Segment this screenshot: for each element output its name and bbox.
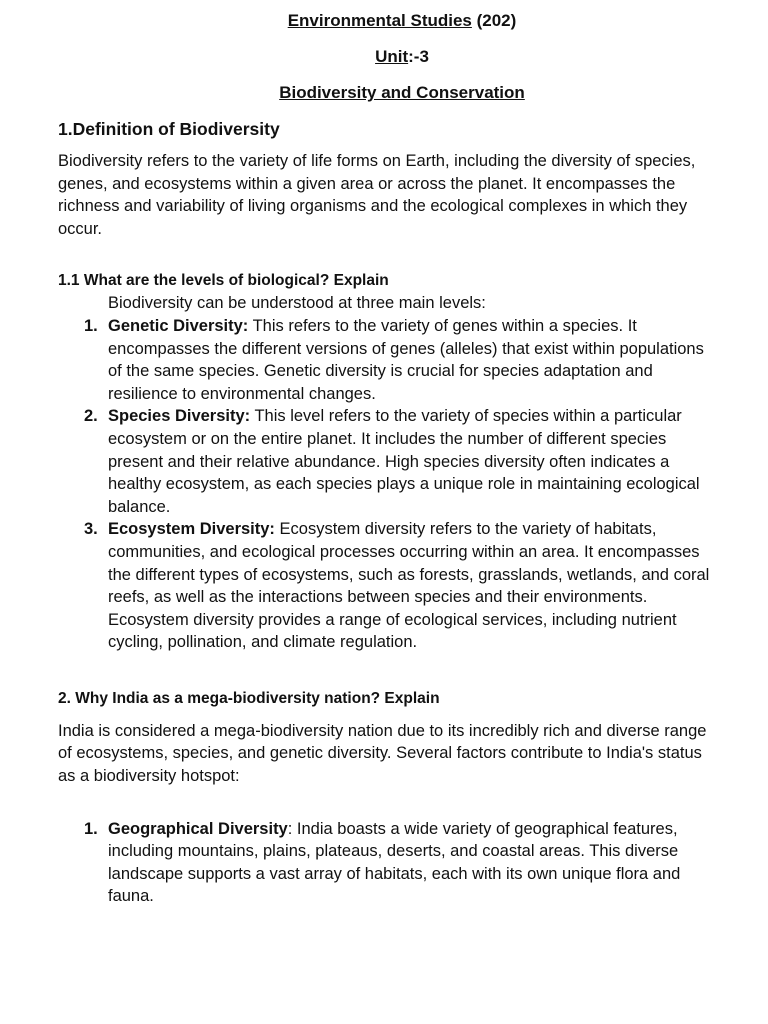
section-1-1-intro: Biodiversity can be understood at three main levels: [108, 294, 486, 313]
list-text: : India boasts a wide variety of geographical features, including mountains, plains, plateaus, deserts, and coastal areas. This diverse landscape supports a vast array of habitats, each with its own unique flora and fauna. [108, 819, 681, 906]
list-item-genetic-diversity [58, 315, 716, 405]
list-text: Ecosystem diversity refers to the variety of habitats, communities, and ecological processes occurring within an area. It encompasses the different types of ecosystems, such as forests, grasslands, wetlands, and coral reefs, as well as the interactions between species and their environments. Ecosystem diversity provides a range of ecological services, including nutrient cycling, pollination, and climate regulation. [108, 520, 710, 652]
levels-list [58, 315, 716, 654]
course-title [58, 10, 716, 32]
list-term: Species Diversity: [108, 407, 251, 426]
list-number: 1. [84, 316, 98, 335]
topic-text: Biodiversity and Conservation [279, 83, 525, 102]
list-item-ecosystem-diversity [58, 518, 716, 654]
unit-label: Unit [375, 47, 409, 66]
course-name: Environmental Studies [287, 11, 472, 30]
list-number: 3. [84, 520, 98, 539]
list-text: This refers to the variety of genes within a species. It encompasses the different versions of genes (alleles) that exist within populations of the same species. Genetic diversity is crucial for species adaptation and resilience to environmental changes. [108, 316, 704, 403]
list-term: Geographical Diversity [108, 819, 288, 838]
list-item-species-diversity [58, 405, 716, 518]
list-item-geographical-diversity [58, 818, 716, 908]
section-2-paragraph: India is considered a mega-biodiversity nation due to its incredibly rich and diverse range of ecosystems, species, and genetic diversity. Several factors contribute to India's status as a biodiversity hotspot: [58, 721, 707, 786]
topic-title [58, 82, 716, 104]
list-number: 2. [84, 407, 98, 426]
list-text: This level refers to the variety of species within a particular ecosystem or on the entire planet. It includes the number of different species present and their relative abundance. High species diversity often indicates a healthy ecosystem, as each species plays a unique role in maintaining ecological balance. [108, 407, 700, 516]
factors-list [58, 818, 716, 908]
section-1-heading: 1.Definition of Biodiversity [58, 119, 280, 139]
course-code: (202) [471, 11, 517, 30]
list-number: 1. [84, 819, 98, 838]
list-term: Ecosystem Diversity: [108, 520, 275, 539]
unit-value: :-3 [408, 47, 429, 66]
section-2-heading: 2. Why India as a mega-biodiversity nation? Explain [58, 689, 440, 707]
section-1-1-heading: 1.1 What are the levels of biological? Explain [58, 272, 389, 290]
section-1-paragraph: Biodiversity refers to the variety of life forms on Earth, including the diversity of species, genes, and ecosystems within a given area or across the planet. It encompasses the richness and variability of living organisms and the ecological complexes in which they occur. [58, 152, 696, 238]
unit-title [58, 46, 716, 68]
list-term: Genetic Diversity: [108, 316, 249, 335]
